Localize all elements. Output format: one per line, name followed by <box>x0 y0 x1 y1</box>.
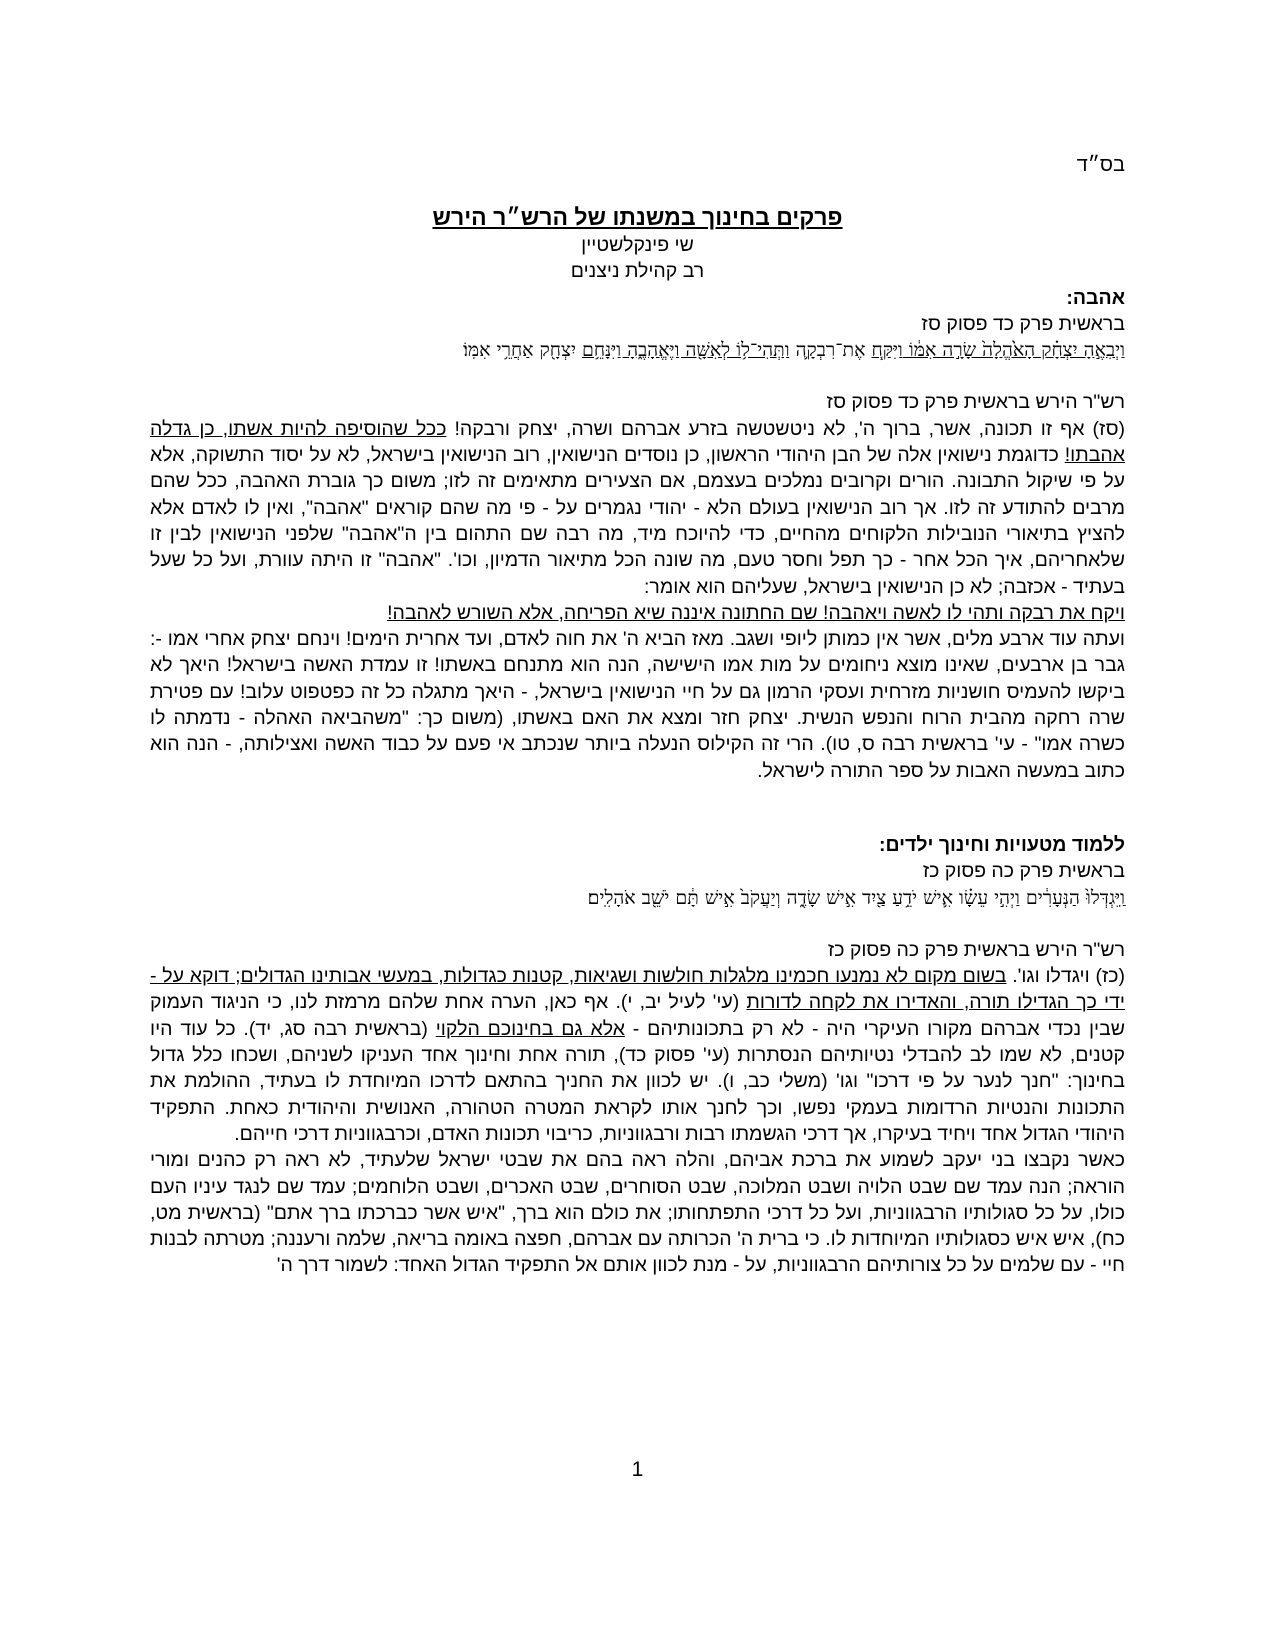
commentary-paragraph <box>150 963 1125 1147</box>
underlined-phrase: ככל שהוסיפה להיות אשתו, כן גדלה אהבתו! <box>150 417 1125 467</box>
commentary-paragraph: ועתה עוד ארבע מלים, אשר אין כמותן ליופי ושגב. מאז הביא ה' את חוה לאדם, ועד אחרית הימים! וינחם יצחק אחרי אמו -: גבר בן ארבעים, שאינו מוצא ניחומים על מות אמו הישישה, הנה הוא מתנחם באשתו! זו עמדת האשה בישראל! היאך לא ביקשו להעמיס חושניות מזרחית ועסקי הרמון גם על חיי הנישואין בישראל, - היאך מתגלה כל זה כפטפוט עלוב! עם פטירת שרה רחקה מהבית הרוח והנפש הנשית. יצחק חזר ומצא את האם באשתו, (משום כך: "משהביאה האהלה - נדמתה לו כשרה אמו" - עי' בראשית רבה ס, טו). הרי זה הקילוס הנעלה ביותר שנכתב אי פעם על כבוד האשה ואצילותה, - הנה הוא כתוב במעשה האבות על ספר התורה לישראל. <box>150 628 1125 782</box>
commentary-paragraph: כאשר נקבצו בני יעקב לשמוע את ברכת אביהם, והלה ראה בהם את שבטי ישראל שלעתיד, לא ראה רק כהנים ומורי הוראה; הנה עמד שם שבט הלויה ושבט המלוכה, שבט הסוחרים, שבט האכרים, ושבט הלוחמים; עמד שם לנגד עיניו העם כולו, על כל סגולותיו הרבגווניות, ועל כל דרכי התפתחותו; את כולם הוא ברך, "איש אשר כברכתו ברך אתם" (בראשית מט, כח), איש איש כסגולותיו המיוחדות לו. כי ברית ה' הכרותה עם אברהם, חפצה באומה בריאה, שלמה ורעננה; מטרתה לבנות חיי - עם שלמים על כל צורותיהם הרבגווניות, על - מנת לכוון אותם אל התפקיד הגדול האחד: לשמור דרך ה' <box>150 1149 1125 1277</box>
verse-underline: וַתְּהִי־ל֥וֹ לְאִשָּׁ֖ה וַיֶּאֱהָבֶ֑הָ וַיִּנָּחֵ֥ם <box>582 339 790 362</box>
document-title: פרקים בחינוך במשנתו של הרש״ר הירש <box>432 204 843 230</box>
underlined-phrase: בשום מקום לא נמנעו חכמינו מלגלות חולשות ושגיאות, קטנות כגדולות, במעשי אבותינו הגדולים; דוקא על - ידי כך הגדילו תורה, והאדירו את לקחה לדורות <box>150 965 1125 1014</box>
section-heading-education: ללמוד מטעויות וחינוך ילדים: <box>878 833 1125 856</box>
verse-segment: יִצְחָ֖ק אַחֲרֵ֥י אִמּֽוֹ׃ <box>463 339 583 362</box>
page-number: 1 <box>631 1458 644 1481</box>
text-run: (בראשית רבה סג, יד). כל עוד היו קטנים, לא שמו לב להבדלי נטיותיהם הנסתרות (עי' פסוק כד), תורה אחת וחינוך אחד העניקו לשניהם, ושכחו כלל גדול בחינוך: "חנך לנער על פי דרכו" וגו' (משלי כב, ו). יש לכוון את החניך בהתאם לדרכו המיוחדת לו בעתיד, ההולמת את התכונות והנטיות הרדומות בעמקי נפשו, וכך לחנך אותו לקראת המטרה הטהורה, האנושית והיהודית כאחת. התפקיד היהודי הגדול אחד ויחיד בעיקרו, אך דרכי הגשמתו רבות ורבגווניות, כריבוי תכונות האדם, וכרבגווניות דרכי חייהם. <box>150 1017 1125 1145</box>
bsd-mark: בס״ד <box>1076 154 1125 176</box>
spacer <box>150 810 1125 832</box>
verse-underline: וַיְבִאֶ֣הָ יִצְחָ֗ק הָאֹ֙הֱלָה֙ שָׂרָ֣ה אִמּ֔וֹ <box>902 339 1125 362</box>
verse-segment: אֶת־רִבְקָ֛ה <box>789 339 872 362</box>
spacer <box>150 911 1125 937</box>
text-run: כדוגמת נישואין אלה של הבן היהודי הראשון, כן נוסדים הנישואין, רוב הנישואין בישראל, לא על יסוד התשוקה, אלא על פי שיקול התבונה. הורים וקרובים נמלכים בעצמם, אם הצעירים מתאימים זה לזו; משום כך גוברת האהבה, ככל שהם מרבים להתודע זה לזו. אך רוב הנישואין בעולם הלא - יהודי נגמרים על - פי מה שהם קוראים "אהבה", ואין לו לאדם אלא להציץ בתיאורי הנובילות הלקוחים מהחיים, כדי להיוכח מיד, מה רבה שם התהום בין ה"אהבה" שלפני הנישואין לבין זו שלאחריהם, איך הכל אחר - כך תפל וחסר טעם, מה שונה הכל מתיאור הדמיון, וכו'. "אהבה" זו היתה עוורת, ועל כל שעל בעתיד - אכזבה; לא כן הנישואין בישראל, שעליהם הוא אומר: <box>150 444 1125 598</box>
commentary-paragraph <box>150 416 1125 600</box>
verse-source: בראשית פרק כד פסוק סז <box>921 312 1125 335</box>
underlined-phrase: אלא גם בחינוכם הלקוי <box>435 1017 625 1040</box>
verse-text: וַֽיִּגְדְּלוּ֙ הַנְּעָרִ֔ים וַיְהִ֣י עֵשָׂ֗ו אִ֛ישׁ יֹדֵ֥עַ צַ֖יִד אִ֣ישׁ שָׂדֶ֑ה וְיַעֲקֹב֙ אִ֣ישׁ תָּ֔ם יֹשֵׁ֖ב אֹהָלִֽים׃ <box>587 886 1125 909</box>
verse-underline: וַיִּקַּ֧ח <box>871 339 903 362</box>
underlined-phrase: ויקח את רבקה ותהי לו לאשה ויאהבה! שם החתונה איננה שיא הפריחה, אלא השורש לאהבה! <box>387 601 1125 624</box>
text-run: (כז) ויגדלו וגו'. <box>1006 965 1125 988</box>
commentary-source: רש"ר הירש בראשית פרק כה פסוק כז <box>827 938 1125 961</box>
verse-text <box>150 337 1125 363</box>
spacer <box>150 784 1125 810</box>
text-run: (סז) אף זו תכונה, אשר, ברוך ה', לא ניטשטשה בזרע אברהם ושרה, יצחק ורבקה! <box>446 417 1125 440</box>
spacer <box>150 363 1125 389</box>
underlined-quote <box>150 600 1125 626</box>
document-body <box>150 203 1125 1279</box>
commentary-source: רש"ר הירש בראשית פרק כד פסוק סז <box>826 391 1125 414</box>
author-role: רב קהילת ניצנים <box>570 260 705 283</box>
author-name: שי פינקלשטיין <box>581 234 694 256</box>
text-run: (עי' לעיל יב, י). אף כאן, הערה אחת שלהם מרמזת לנו, כי הניגוד העמוק שבין נכדי אברהם מקורו העיקרי היה - לא רק בתכונותיהם - <box>150 991 1125 1040</box>
verse-source: בראשית פרק כה פסוק כז <box>922 860 1125 883</box>
section-heading-love: אהבה: <box>1066 286 1125 309</box>
